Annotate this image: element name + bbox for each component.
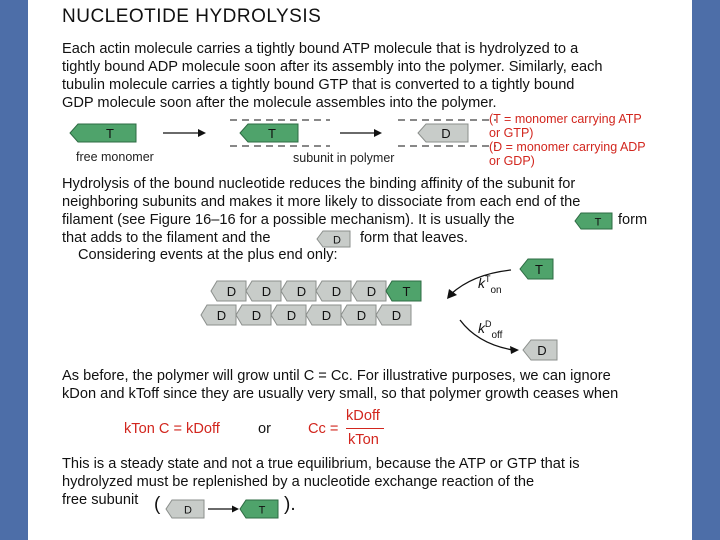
filament-d-subunit	[306, 305, 341, 325]
exchange-close-paren: ).	[284, 494, 296, 515]
fraction-bar	[346, 428, 384, 429]
filament-d-subunit	[211, 281, 246, 301]
cc-denominator: kTon	[348, 432, 379, 448]
legend-d-line1: (D = monomer carrying ADP	[489, 140, 646, 154]
filament-d-subunit	[201, 305, 236, 325]
para2-line4b: form that leaves.	[360, 230, 468, 246]
steady-state-equation: kTon C = kDoff	[124, 421, 220, 437]
legend-d-line2: or GDP)	[489, 154, 535, 168]
svg-text:D: D	[356, 308, 367, 323]
filament-d-subunit	[236, 305, 271, 325]
exchange-open-paren: (	[154, 494, 161, 515]
polymer-subunit-d	[398, 120, 496, 146]
inline-d-monomer-icon	[316, 230, 352, 248]
legend-t-line2: or GTP)	[489, 126, 534, 140]
svg-text:T: T	[535, 262, 543, 277]
textbook-page	[28, 0, 692, 540]
svg-text:T: T	[402, 284, 411, 299]
svg-text:D: D	[296, 284, 307, 299]
svg-text:D: D	[333, 234, 341, 247]
svg-text:D: D	[391, 308, 402, 323]
para4-line1: This is a steady state and not a true equilibrium, because the ATP or GTP that is	[62, 456, 580, 472]
para4-line2: hydrolyzed must be replenished by a nucleotide exchange reaction of the	[62, 474, 535, 490]
nucleotide-exchange-diagram	[164, 498, 282, 520]
inline-t-monomer-icon	[574, 212, 614, 230]
svg-text:T: T	[258, 504, 266, 517]
para2-line1: Hydrolysis of the bound nucleotide reduces the binding affinity of the subunit for	[62, 176, 576, 192]
para4-line3: free subunit	[62, 492, 139, 508]
svg-text:D: D	[286, 308, 297, 323]
filament-d-subunit	[271, 305, 306, 325]
para3-line2: kDon and kToff since they are usually very small, so that polymer growth ceases when	[62, 386, 619, 402]
filament-d-subunit	[316, 281, 351, 301]
k-on-label: $k^T_{on}$	[478, 274, 502, 296]
filament-d-subunit	[341, 305, 376, 325]
filament-d-subunit	[246, 281, 281, 301]
svg-text:D: D	[226, 284, 237, 299]
arrow-right-icon	[340, 129, 382, 137]
considering-text: Considering events at the plus end only:	[78, 247, 338, 263]
svg-text:D: D	[184, 504, 192, 517]
svg-text:D: D	[251, 308, 262, 323]
svg-text:D: D	[321, 308, 332, 323]
equation-or: or	[258, 421, 271, 437]
monomer-t-letter: T	[106, 126, 114, 141]
filament-d-subunit	[351, 281, 386, 301]
filament-plus-end-diagram	[173, 254, 573, 364]
cc-numerator: kDoff	[346, 408, 380, 424]
para3-line1: As before, the polymer will grow until C = Cc. For illustrative purposes, we can ignore	[62, 368, 611, 384]
para2-line2: neighboring subunits and makes it more likely to dissociate from each end of the	[62, 194, 581, 210]
free-monomer-label: free monomer	[76, 150, 154, 164]
k-off-label: $k^D_{off}$	[478, 319, 503, 341]
legend-t-line1: (T = monomer carrying ATP	[489, 112, 642, 126]
filament-t-subunit	[386, 281, 421, 301]
para1-line3: tubulin molecule carries a tightly bound GTP that is converted to a tightly bound	[62, 77, 575, 93]
para1-line1: Each actin molecule carries a tightly bound ATP molecule that is hydrolyzed to a	[62, 41, 579, 57]
svg-text:D: D	[331, 284, 342, 299]
para2-line4a: that adds to the filament and the	[62, 230, 271, 246]
subunit-t-letter: T	[268, 126, 276, 141]
subunit-in-polymer-label: subunit in polymer	[293, 151, 395, 165]
filament-d-subunit	[376, 305, 411, 325]
cc-label: Cc =	[308, 421, 339, 437]
subunit-d-letter: D	[441, 126, 451, 141]
arrow-right-icon	[163, 129, 206, 137]
filament-bottom-row	[201, 305, 411, 325]
free-monomer-t	[70, 124, 136, 142]
incoming-t-monomer	[520, 259, 553, 279]
para2-line3b: form	[618, 212, 648, 228]
polymer-subunit-t	[230, 120, 330, 146]
svg-text:D: D	[261, 284, 272, 299]
para1-line2: tightly bound ADP molecule soon after its assembly into the polymer. Similarly, each	[62, 59, 603, 75]
para2-line3a: filament (see Figure 16–16 for a possible mechanism). It is usually the	[62, 212, 515, 228]
svg-text:D: D	[366, 284, 377, 299]
para1-line4: GDP molecule soon after the molecule assembles into the polymer.	[62, 95, 497, 111]
filament-d-subunit	[281, 281, 316, 301]
svg-text:T: T	[594, 216, 602, 229]
outgoing-d-monomer	[523, 340, 557, 360]
svg-text:D: D	[216, 308, 227, 323]
filament-top-row	[211, 281, 421, 301]
svg-text:D: D	[537, 343, 547, 358]
page-title: NUCLEOTIDE HYDROLYSIS	[62, 6, 322, 27]
